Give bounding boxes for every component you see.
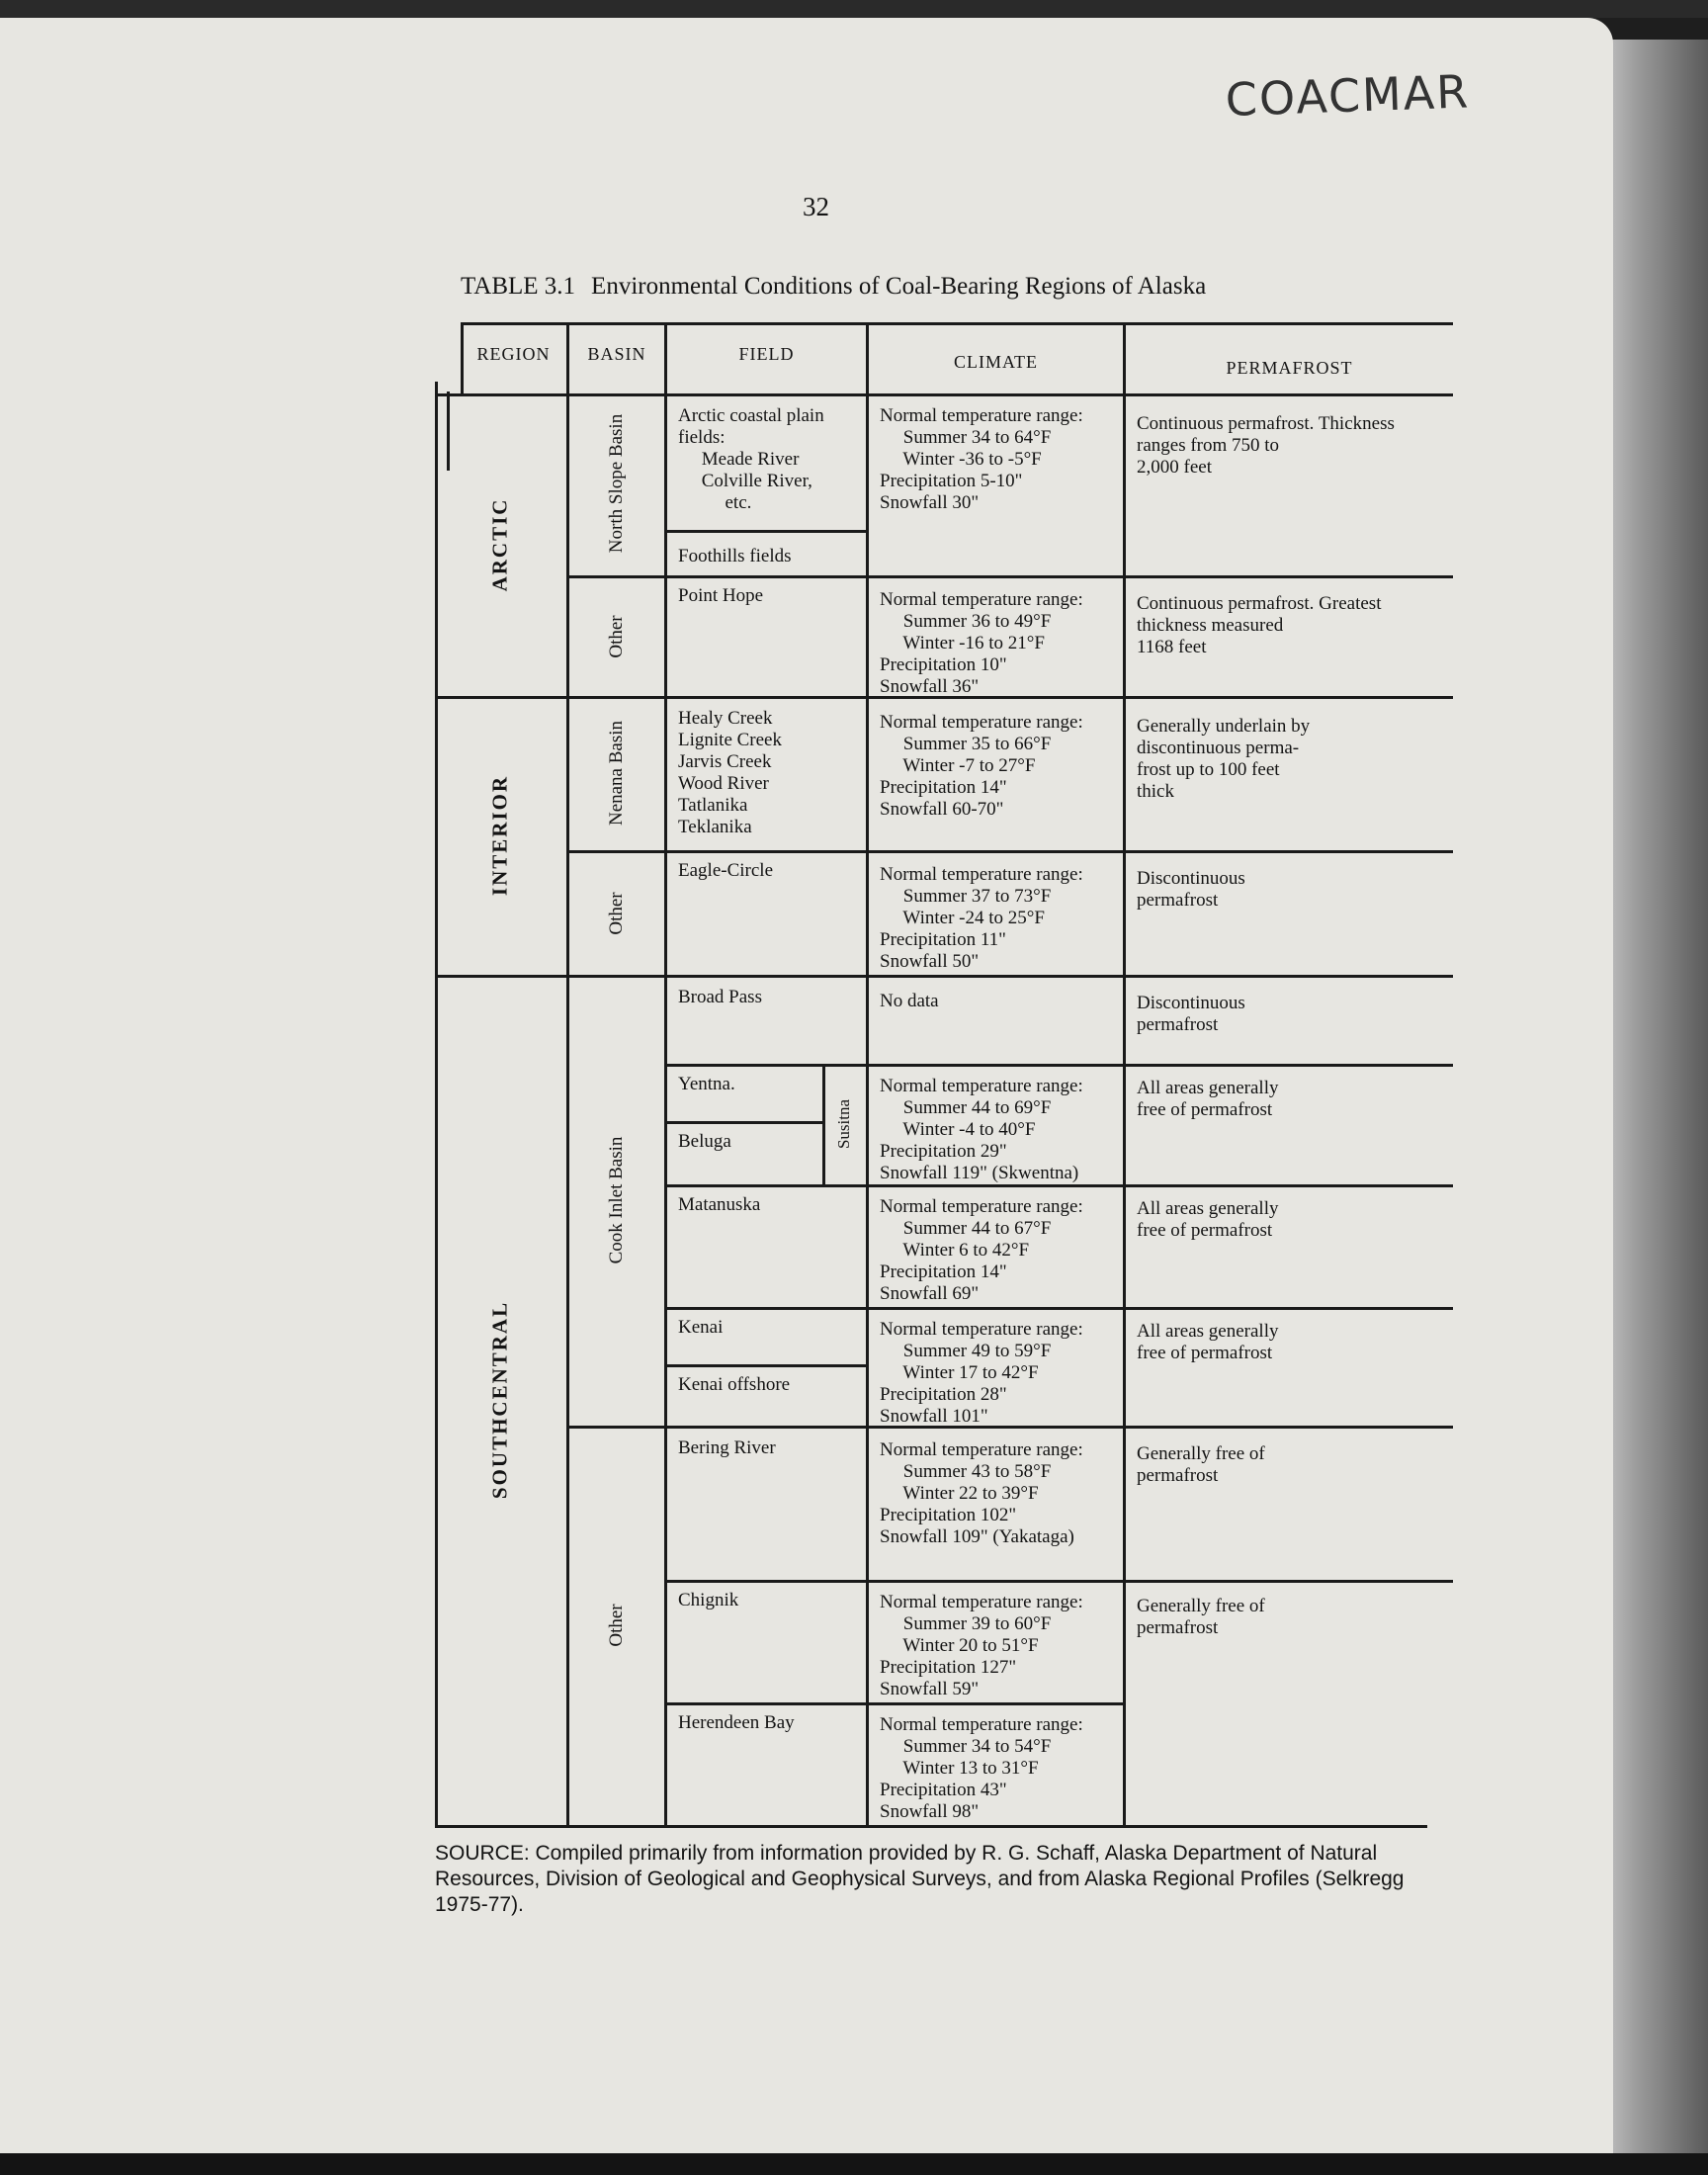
- table-rule: [435, 975, 1453, 978]
- page-number: 32: [803, 192, 829, 221]
- permafrost-kenai: All areas generally free of permafrost: [1137, 1321, 1279, 1363]
- header-field: FIELD: [738, 344, 795, 364]
- basin-north-slope: North Slope Basin: [606, 413, 627, 554]
- field-kenai-offshore: Kenai offshore: [678, 1374, 791, 1395]
- table-rule: [664, 530, 866, 533]
- table-rule: [435, 1825, 1427, 1828]
- climate-herendeen-bay: Normal temperature range: Summer 34 to 54°F Winter 13 to 31°F Precipitation 43" Snowfall 98": [880, 1714, 1083, 1822]
- field-matanuska: Matanuska: [678, 1194, 761, 1215]
- header-region: REGION: [476, 344, 551, 364]
- permafrost-point-hope: Continuous permafrost. Greatest thickness measured 1168 feet: [1137, 593, 1382, 657]
- field-kenai: Kenai: [678, 1317, 724, 1338]
- region-arctic: ARCTIC: [487, 497, 512, 592]
- climate-susitna: Normal temperature range: Summer 44 to 69°F Winter -4 to 40°F Precipitation 29" Snowfall 119" (Skwentna): [880, 1076, 1083, 1183]
- basin-nenana: Nenana Basin: [606, 720, 627, 826]
- permafrost-matanuska: All areas generally free of permafrost: [1137, 1198, 1279, 1241]
- table-rule: [664, 1702, 1123, 1705]
- region-southcentral: SOUTHCENTRAL: [487, 1300, 512, 1500]
- table-rule: [664, 1121, 822, 1124]
- climate-chignik: Normal temperature range: Summer 39 to 60°F Winter 20 to 51°F Precipitation 127" Snowfall 59": [880, 1592, 1083, 1699]
- table-number: TABLE 3.1: [461, 273, 576, 300]
- permafrost-broad-pass: Discontinuous permafrost: [1137, 993, 1245, 1035]
- field-nenana-list: Healy Creek Lignite Creek Jarvis Creek Wood River Tatlanika Teklanika: [678, 708, 782, 837]
- field-yentna: Yentna.: [678, 1074, 735, 1094]
- table-rule: [566, 850, 1453, 853]
- table-rule: [1123, 322, 1126, 1828]
- header-climate: CLIMATE: [954, 352, 1038, 372]
- table-rule: [664, 1364, 866, 1367]
- field-broad-pass: Broad Pass: [678, 987, 762, 1007]
- table-rule: [822, 1064, 825, 1184]
- climate-kenai: Normal temperature range: Summer 49 to 59°F Winter 17 to 42°F Precipitation 28" Snowfall 101": [880, 1319, 1083, 1427]
- field-bering-river: Bering River: [678, 1437, 776, 1458]
- table-title: [461, 273, 1206, 301]
- field-foothills: Foothills fields: [678, 546, 792, 566]
- source-note: SOURCE: Compiled primarily from information provided by R. G. Schaff, Alaska Department of Natural Resources, Division of Geological and Geophysical Surveys, and from Alaska Regional Profiles (Selkregg 1975-77).: [435, 1842, 1405, 1916]
- table-rule: [566, 575, 1453, 578]
- basin-susitna: Susitna: [834, 1098, 853, 1150]
- field-eagle-circle: Eagle-Circle: [678, 860, 774, 881]
- climate-north-slope: Normal temperature range: Summer 34 to 64°F Winter -36 to -5°F Precipitation 5-10" Snowfall 30": [880, 405, 1083, 513]
- basin-interior-other: Other: [606, 892, 627, 935]
- table-rule: [664, 1580, 1453, 1583]
- table-rule: [435, 393, 1453, 396]
- field-beluga: Beluga: [678, 1131, 731, 1152]
- table-rule: [664, 1307, 1453, 1310]
- table-title-text: Environmental Conditions of Coal-Bearing Regions of Alaska: [591, 273, 1207, 300]
- coal-regions-table: [435, 322, 1453, 1829]
- basin-southcentral-other: Other: [606, 1604, 627, 1647]
- table-rule: [664, 1064, 1453, 1067]
- table-rule: [447, 392, 450, 471]
- handwritten-note: COACMAR: [1224, 64, 1472, 128]
- scan-top-edge: [0, 0, 1708, 18]
- climate-broad-pass: No data: [880, 991, 939, 1011]
- field-chignik: Chignik: [678, 1590, 739, 1610]
- permafrost-chignik: Generally free of permafrost: [1137, 1596, 1265, 1638]
- basin-arctic-other: Other: [606, 615, 627, 658]
- header-basin: BASIN: [587, 344, 646, 364]
- permafrost-bering-river: Generally free of permafrost: [1137, 1443, 1265, 1486]
- climate-matanuska: Normal temperature range: Summer 44 to 67°F Winter 6 to 42°F Precipitation 14" Snowfall 69": [880, 1196, 1083, 1304]
- climate-nenana: Normal temperature range: Summer 35 to 66°F Winter -7 to 27°F Precipitation 14" Snowfall 60-70": [880, 712, 1083, 820]
- field-point-hope: Point Hope: [678, 585, 764, 606]
- climate-point-hope: Normal temperature range: Summer 36 to 49°F Winter -16 to 21°F Precipitation 10" Snowfall 36": [880, 589, 1083, 697]
- climate-eagle-circle: Normal temperature range: Summer 37 to 73°F Winter -24 to 25°F Precipitation 11" Snowfall 50": [880, 864, 1083, 972]
- scan-bottom-edge: [0, 2153, 1708, 2175]
- region-interior: INTERIOR: [487, 774, 512, 897]
- table-rule: [664, 322, 667, 1828]
- header-permafrost: PERMAFROST: [1226, 358, 1353, 378]
- table-rule: [664, 1184, 1453, 1187]
- field-herendeen-bay: Herendeen Bay: [678, 1712, 795, 1733]
- permafrost-north-slope: Continuous permafrost. Thickness ranges from 750 to 2,000 feet: [1137, 413, 1395, 478]
- permafrost-eagle-circle: Discontinuous permafrost: [1137, 868, 1245, 911]
- table-rule: [566, 322, 569, 1828]
- table-rule: [435, 382, 438, 1828]
- basin-cook-inlet: Cook Inlet Basin: [606, 1136, 627, 1264]
- permafrost-nenana: Generally underlain by discontinuous perma- frost up to 100 feet thick: [1137, 716, 1311, 802]
- field-arctic-coastal: Arctic coastal plain fields: Meade River Colville River, etc.: [678, 405, 824, 513]
- climate-bering-river: Normal temperature range: Summer 43 to 58°F Winter 22 to 39°F Precipitation 102" Snowfall 109" (Yakataga): [880, 1439, 1083, 1547]
- table-rule: [866, 322, 869, 1828]
- table-rule: [461, 322, 1453, 325]
- permafrost-susitna: All areas generally free of permafrost: [1137, 1078, 1279, 1120]
